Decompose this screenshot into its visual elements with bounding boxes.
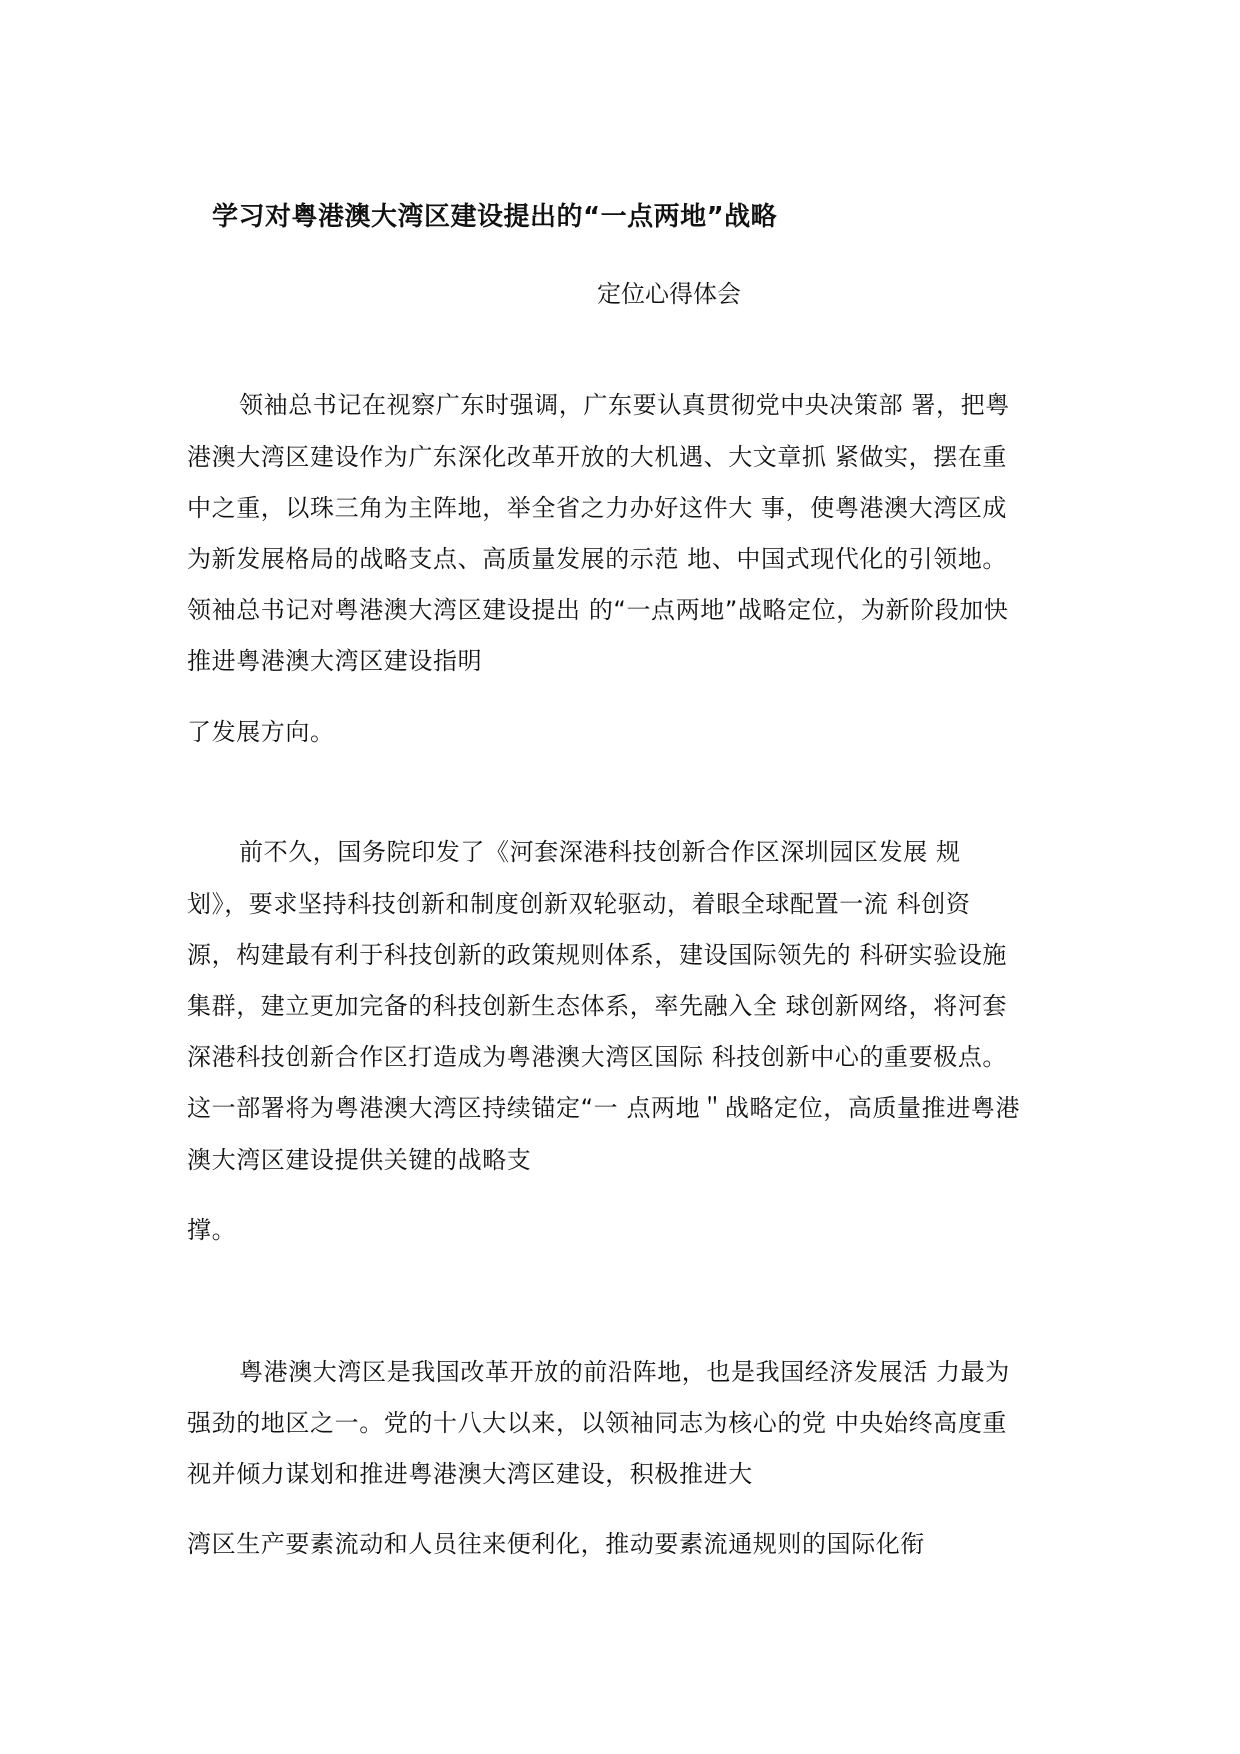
paragraph-line: 澳大湾区建设提供关键的战略支 bbox=[187, 1146, 532, 1174]
paragraph-line: 源，构建最有利于科技创新的政策规则体系，建设国际领先的 科研实验设施 bbox=[187, 941, 1008, 969]
paragraph-line: 中之重，以珠三角为主阵地，举全省之力办好这件大 事，使粤港澳大湾区成 bbox=[187, 494, 1008, 522]
document-subtitle: 定位心得体会 bbox=[597, 280, 741, 308]
paragraph-line: 粤港澳大湾区是我国改革开放的前沿阵地，也是我国经济发展活 力最为 bbox=[239, 1358, 1010, 1386]
paragraph-line: 深港科技创新合作区打造成为粤港澳大湾区国际 科技创新中心的重要极点。 bbox=[187, 1043, 1008, 1071]
paragraph-line: 了发展方向。 bbox=[187, 718, 335, 746]
paragraph-line: 这一部署将为粤港澳大湾区持续锚定“一 点两地＂战略定位，高质量推进粤港 bbox=[187, 1094, 1021, 1122]
paragraph-line: 湾区生产要素流动和人员往来便利化，推动要素流通规则的国际化衔 bbox=[187, 1530, 925, 1558]
paragraph-line: 领袖总书记在视察广东时强调，广东要认真贯彻党中央决策部 署，把粤 bbox=[239, 391, 1010, 419]
paragraph-line: 撑。 bbox=[187, 1216, 237, 1244]
paragraph-line: 划》，要求坚持科技创新和制度创新双轮驱动，着眼全球配置一流 科创资 bbox=[187, 890, 971, 918]
paragraph-line: 集群，建立更加完备的科技创新生态体系，率先融入全 球创新网络，将河套 bbox=[187, 992, 1008, 1020]
paragraph-line: 强劲的地区之一。党的十八大以来，以领袖同志为核心的党 中央始终高度重 bbox=[187, 1409, 1008, 1437]
paragraph-line: 前不久，国务院印发了《河套深港科技创新合作区深圳园区发展 规 bbox=[239, 838, 961, 866]
paragraph-line: 领袖总书记对粤港澳大湾区建设提出 的“一点两地”战略定位，为新阶段加快 bbox=[187, 596, 1009, 624]
paragraph-line: 视并倾力谋划和推进粤港澳大湾区建设，积极推进大 bbox=[187, 1460, 753, 1488]
paragraph-line: 港澳大湾区建设作为广东深化改革开放的大机遇、大文章抓 紧做实，摆在重 bbox=[187, 443, 1008, 471]
paragraph-line: 推进粤港澳大湾区建设指明 bbox=[187, 647, 483, 675]
document-title: 学习对粤港澳大湾区建设提出的“一点两地”战略 bbox=[212, 202, 778, 232]
paragraph-line: 为新发展格局的战略支点、高质量发展的示范 地、中国式现代化的引领地。 bbox=[187, 545, 1008, 573]
